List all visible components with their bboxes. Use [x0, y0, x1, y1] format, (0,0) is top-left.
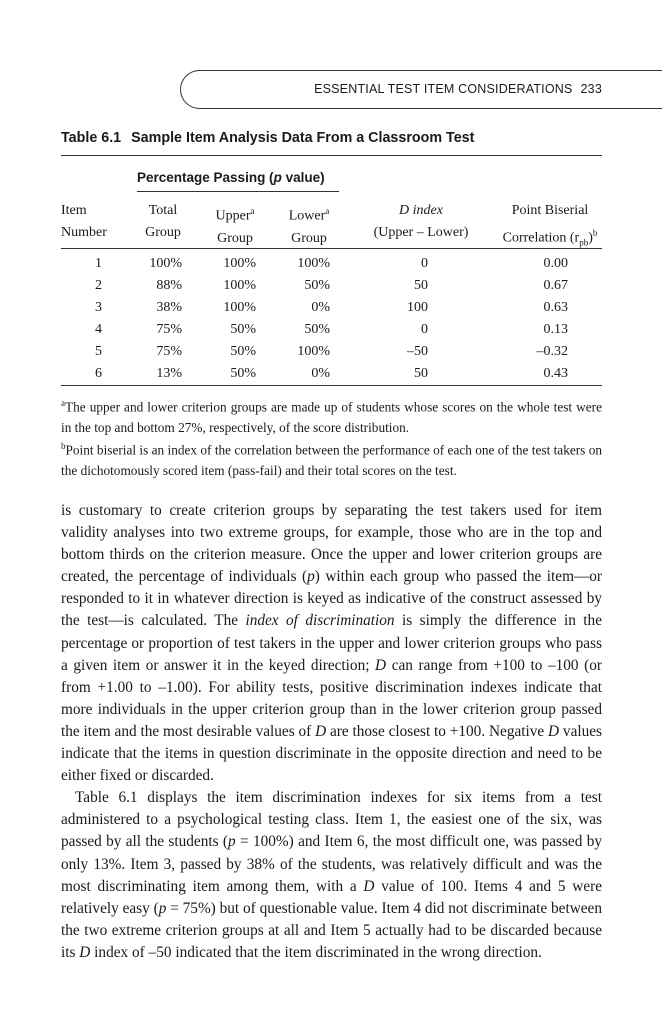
table-row	[0, 322, 662, 344]
table-cell: 0.00	[543, 256, 568, 271]
paragraph-2: Table 6.1 displays the item discrimination indexes for six items from a test administered to a psychological testing class. Item 1, the easiest one of the six, was passed by all the students (p = 100%) and Item 6, the most difficult one, was passed by only 13%. Item 3, passed by 38% of the students, was relatively difficult and was the most discriminating item among them, with a D value of 100. Items 4 and 5 were relatively easy (p = 75%) but of questionable value. Item 4 did not discriminate between the two extreme criterion groups at all and Item 5 actually had to be discarded because its D index of –50 indicated that the item discriminated in the wrong direction.	[61, 789, 602, 961]
table-cell: 0%	[311, 300, 330, 315]
table-cell: 50%	[230, 344, 256, 359]
table-cell: 100	[407, 300, 428, 315]
col-head-upper: Upper$^a$ Group	[215, 206, 255, 246]
table-top-rule	[61, 155, 602, 156]
col-head-dindex: D index (Upper – Lower)	[373, 203, 469, 240]
table-cell: 4	[95, 322, 102, 337]
table-cell: 0	[421, 256, 428, 271]
col-head-lower: Lower$^a$ Group	[288, 206, 330, 246]
table-cell: 3	[95, 300, 102, 315]
table-cell: –0.32	[536, 344, 568, 359]
group-header: Percentage Passing (p value)	[137, 170, 325, 185]
table-cell: 100%	[149, 256, 182, 271]
table-bottom-rule	[61, 385, 602, 386]
table-cell: 75%	[156, 344, 182, 359]
table-cell: 88%	[156, 278, 182, 293]
table-cell: 0	[421, 322, 428, 337]
table-cell: 13%	[156, 366, 182, 381]
table-row	[0, 344, 662, 366]
col-head-item: Item Number	[61, 203, 107, 240]
table-label: Table 6.1	[61, 130, 122, 146]
page-number: 233	[580, 82, 602, 96]
table-cell: 1	[95, 256, 102, 271]
table-caption	[61, 130, 474, 146]
table-row	[0, 278, 662, 300]
table-cell: 50%	[304, 322, 330, 337]
table-cell: 38%	[156, 300, 182, 315]
table-cell: 5	[95, 344, 102, 359]
table-cell: 0.43	[543, 366, 568, 381]
table-cell: 100%	[223, 278, 256, 293]
footnote-a: $^a$The upper and lower criterion groups are made up of students whose scores on the whole test were in the top and bottom 27%, respectively, of the score distribution.	[61, 398, 602, 436]
table-cell: 100%	[297, 344, 330, 359]
table-cell: 50	[414, 278, 428, 293]
table-cell: 50%	[304, 278, 330, 293]
table-row	[0, 300, 662, 322]
table-cell: 75%	[156, 322, 182, 337]
group-header-rule	[137, 191, 339, 192]
footnote-b: $^b$Point biserial is an index of the correlation between the performance of each one of the test takers on the dichotomously scored item (pass-fail) and their total scores on the test.	[61, 441, 602, 479]
table-cell: 50%	[230, 366, 256, 381]
col-head-total: Total Group	[145, 203, 181, 240]
table-header-rule	[61, 248, 602, 249]
table-cell: 100%	[297, 256, 330, 271]
running-header	[314, 82, 602, 96]
table-title: Sample Item Analysis Data From a Classroom Test	[131, 130, 475, 146]
table-cell: 0.67	[543, 278, 568, 293]
table-cell: 2	[95, 278, 102, 293]
table-cell: 6	[95, 366, 102, 381]
body-text	[61, 500, 602, 964]
table-cell: 0.63	[543, 300, 568, 315]
table-cell: 50%	[230, 322, 256, 337]
table-cell: 100%	[223, 300, 256, 315]
table-cell: –50	[407, 344, 428, 359]
running-title: ESSENTIAL TEST ITEM CONSIDERATIONS	[314, 82, 573, 96]
table-cell: 100%	[223, 256, 256, 271]
paragraph-1: is customary to create criterion groups by separating the test takers used for item validity analyses into two extreme groups, for example, those who are in the top and bottom thirds on the criterion measure. Once the upper and lower criterion groups are created, the percentage of individuals (p) within each group who passed the item—or responded to it in whatever direction is keyed as indicative of the construct assessed by the test—is calculated. The index of discrimination is simply the difference in the percentage or proportion of test takers in the upper and lower criterion groups who pass a given item or answer it in the keyed direction; D can range from +100 to –100 (or from +1.00 to –1.00). For ability tests, positive discrimination indexes indicate that more individuals in the upper criterion group than in the lower criterion group passed the item and the most desirable values of D are those closest to +100. Negative D values indicate that the items in question discriminate in the opposite direction and need to be either fixed or discarded.	[61, 502, 603, 785]
table-row	[0, 256, 662, 278]
table-cell: 0.13	[543, 322, 568, 337]
table-cell: 0%	[311, 366, 330, 381]
table-cell: 50	[414, 366, 428, 381]
col-head-point-biserial: Point Biserial Correlation $(r_{pb})^b$	[502, 203, 598, 248]
